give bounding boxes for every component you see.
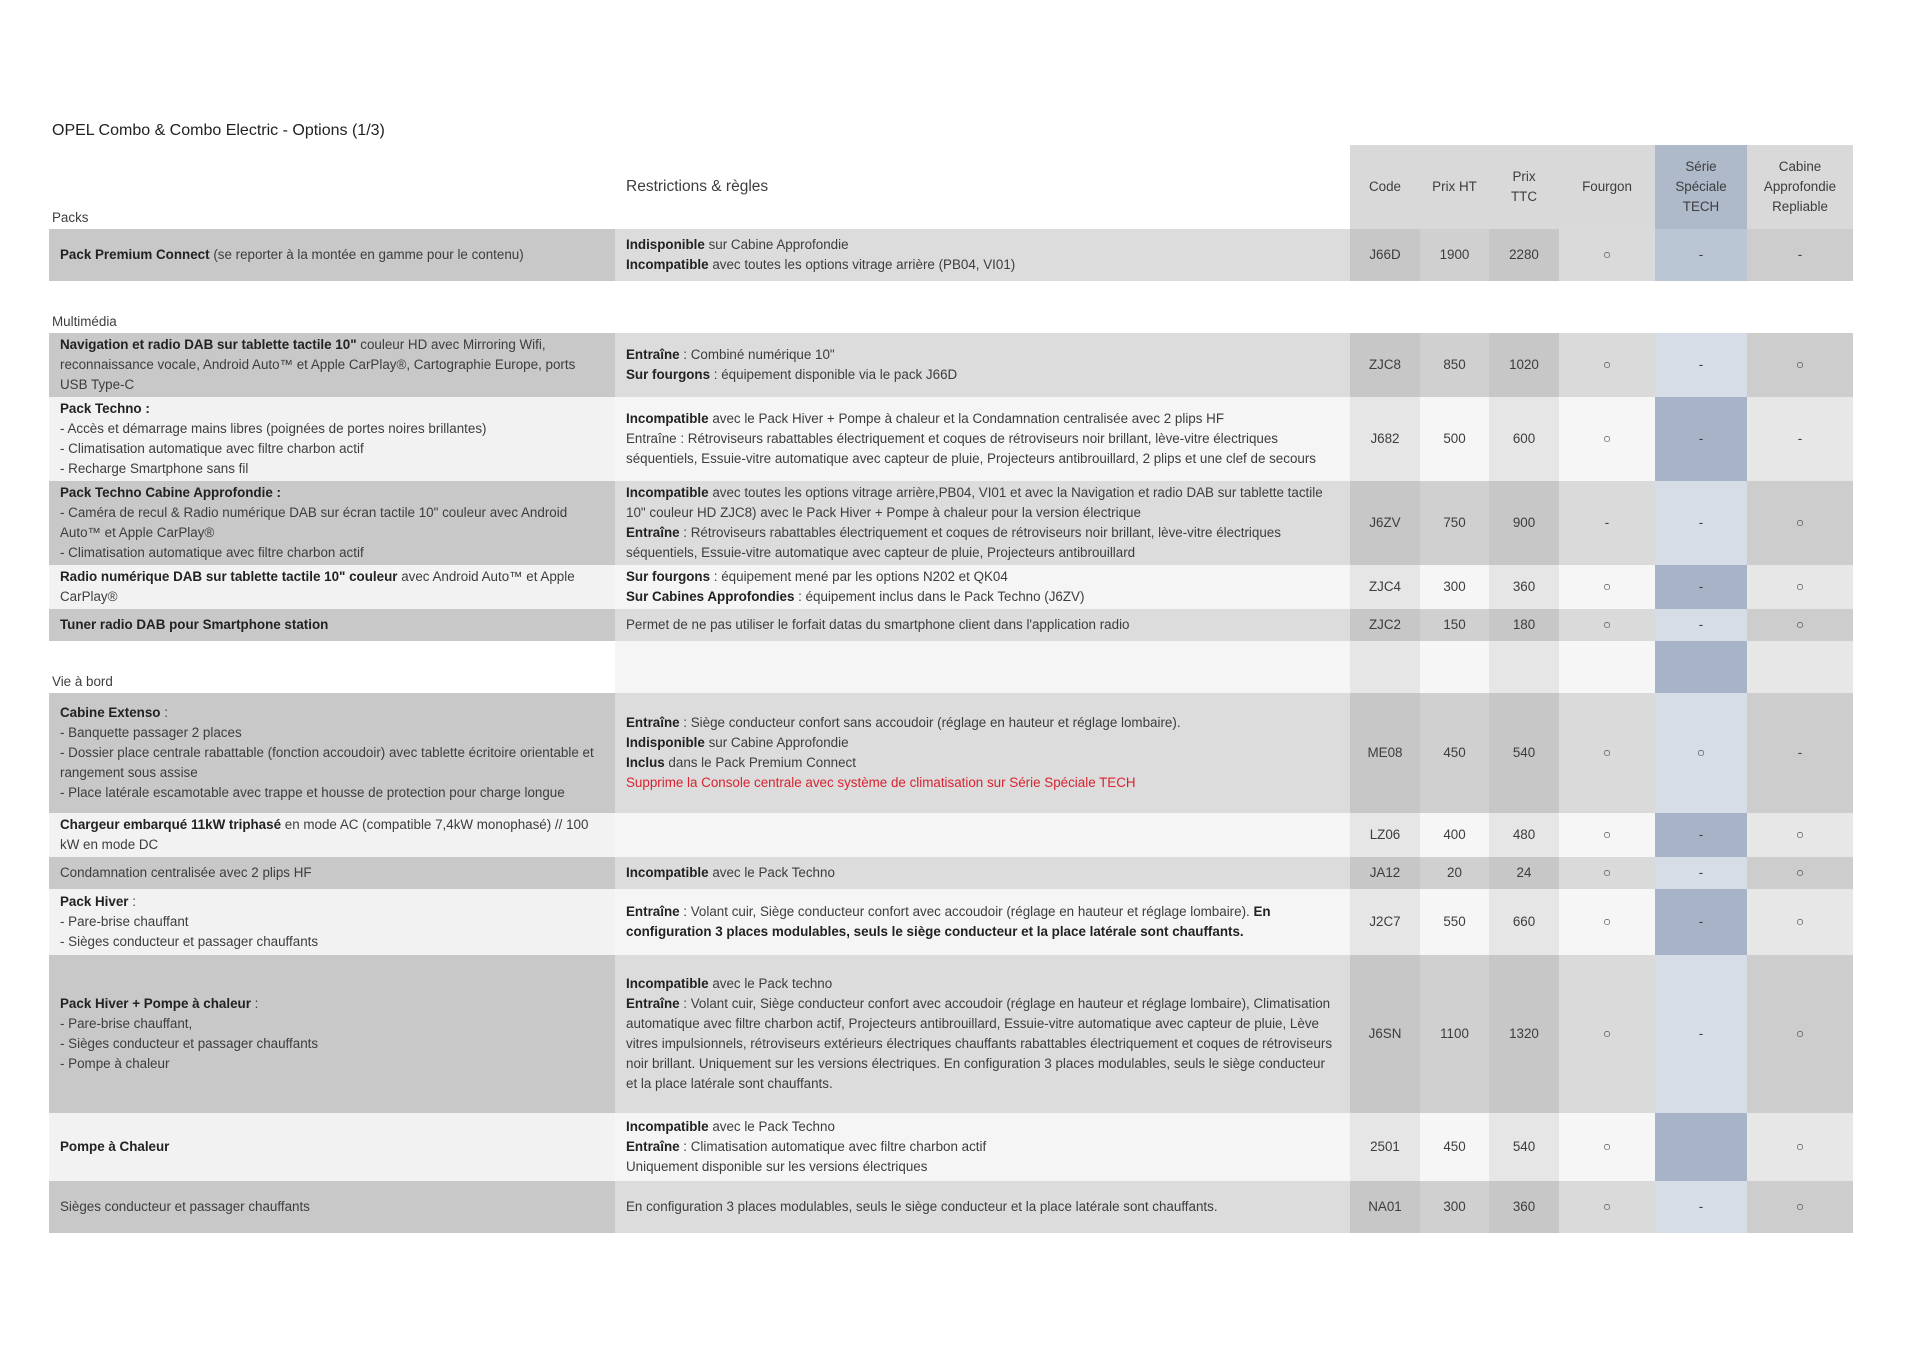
option-prix-ttc: 1020	[1489, 333, 1559, 397]
option-cabine: -	[1747, 229, 1853, 281]
option-code: 2501	[1350, 1113, 1420, 1181]
option-restrictions: Entraîne : Siège conducteur confort sans accoudoir (réglage en hauteur et réglage lombaire). Indisponible sur Cabine Approfondie Inclus dans le Pack Premium Connect Supprime la Console centrale avec système de climatisation sur Série Spéciale TECH	[615, 693, 1350, 813]
option-name: Radio numérique DAB sur tablette tactile 10" couleur avec Android Auto™ et Apple CarPlay®	[49, 565, 615, 609]
option-cabine: -	[1747, 397, 1853, 481]
section-vie-a-bord: Vie à bord	[52, 674, 113, 689]
table-row	[49, 397, 1853, 481]
option-code: ZJC8	[1350, 333, 1420, 397]
option-prix-ht: 450	[1420, 1113, 1489, 1181]
option-prix-ttc: 660	[1489, 889, 1559, 955]
option-prix-ht: 1900	[1420, 229, 1489, 281]
option-fourgon: -	[1559, 481, 1655, 565]
option-prix-ttc: 1320	[1489, 955, 1559, 1113]
section-multimedia: Multimédia	[52, 314, 117, 329]
option-fourgon: ○	[1559, 857, 1655, 889]
option-fourgon: ○	[1559, 333, 1655, 397]
page-title: OPEL Combo & Combo Electric - Options (1/3)	[52, 122, 385, 139]
option-prix-ttc: 900	[1489, 481, 1559, 565]
option-cabine: ○	[1747, 609, 1853, 641]
option-fourgon: ○	[1559, 955, 1655, 1113]
option-tech: -	[1655, 1181, 1747, 1233]
option-name: Pack Hiver : - Pare-brise chauffant - Sièges conducteur et passager chauffants	[49, 889, 615, 955]
option-name: Chargeur embarqué 11kW triphasé en mode AC (compatible 7,4kW monophasé) // 100 kW en mode DC	[49, 813, 615, 857]
option-prix-ht: 450	[1420, 693, 1489, 813]
option-prix-ht: 300	[1420, 1181, 1489, 1233]
option-name: Condamnation centralisée avec 2 plips HF	[49, 857, 615, 889]
option-tech: -	[1655, 813, 1747, 857]
option-restrictions: Entraîne : Combiné numérique 10" Sur fourgons : équipement disponible via le pack J66D	[615, 333, 1350, 397]
option-prix-ht: 550	[1420, 889, 1489, 955]
option-code: ZJC4	[1350, 565, 1420, 609]
table-row	[49, 889, 1853, 955]
option-name: Tuner radio DAB pour Smartphone station	[49, 609, 615, 641]
table-row	[49, 481, 1853, 565]
table-row	[49, 333, 1853, 397]
option-name: Pack Hiver + Pompe à chaleur : - Pare-brise chauffant, - Sièges conducteur et passager chauffants - Pompe à chaleur	[49, 955, 615, 1113]
option-fourgon: ○	[1559, 889, 1655, 955]
option-cabine: ○	[1747, 565, 1853, 609]
option-cabine: ○	[1747, 333, 1853, 397]
option-restrictions: Incompatible avec le Pack Techno	[615, 857, 1350, 889]
option-cabine: ○	[1747, 813, 1853, 857]
option-restrictions: Incompatible avec toutes les options vitrage arrière,PB04, VI01 et avec la Navigation et radio DAB sur tablette tactile 10" couleur HD ZJC8) avec le Pack Hiver + Pompe à chaleur pour la version électrique Entraîne : Rétroviseurs rabattables électriquement et coques de rétroviseurs noir brillant, lève-vitre électriques séquentiels, Essuie-vitre automatique avec capteur de pluie, Projecteurs antibrouillard	[615, 481, 1350, 565]
option-code: ZJC2	[1350, 609, 1420, 641]
option-fourgon: ○	[1559, 813, 1655, 857]
header-serie-speciale-tech: Série Spéciale TECH	[1655, 145, 1747, 229]
option-restrictions: Entraîne : Volant cuir, Siège conducteur confort avec accoudoir (réglage en hauteur et réglage lombaire). En configuration 3 places modulables, seuls le siège conducteur et la place latérale sont chauffants.	[615, 889, 1350, 955]
option-tech	[1655, 1113, 1747, 1181]
option-prix-ttc: 360	[1489, 565, 1559, 609]
option-name: Pack Techno : - Accès et démarrage mains libres (poignées de portes noires brillantes) - Climatisation automatique avec filtre charbon actif - Recharge Smartphone sans fil	[49, 397, 615, 481]
option-fourgon: ○	[1559, 693, 1655, 813]
option-code: J2C7	[1350, 889, 1420, 955]
option-code: J6ZV	[1350, 481, 1420, 565]
option-prix-ht: 500	[1420, 397, 1489, 481]
options-table	[49, 145, 1853, 1233]
option-prix-ht: 20	[1420, 857, 1489, 889]
option-restrictions: Incompatible avec le Pack Techno Entraîne : Climatisation automatique avec filtre charbon actif Uniquement disponible sur les versions électriques	[615, 1113, 1350, 1181]
option-name: Pompe à Chaleur	[49, 1113, 615, 1181]
table-row	[49, 1113, 1853, 1181]
header-prix-ttc: Prix TTC	[1489, 145, 1559, 229]
option-code: NA01	[1350, 1181, 1420, 1233]
option-fourgon: ○	[1559, 565, 1655, 609]
option-code: JA12	[1350, 857, 1420, 889]
option-restrictions: Sur fourgons : équipement mené par les options N202 et QK04 Sur Cabines Approfondies : équipement inclus dans le Pack Techno (J6ZV)	[615, 565, 1350, 609]
option-tech: -	[1655, 229, 1747, 281]
option-cabine: -	[1747, 693, 1853, 813]
option-tech: -	[1655, 857, 1747, 889]
option-restrictions: En configuration 3 places modulables, seuls le siège conducteur et la place latérale sont chauffants.	[615, 1181, 1350, 1233]
option-prix-ht: 850	[1420, 333, 1489, 397]
option-tech: -	[1655, 333, 1747, 397]
option-prix-ttc: 600	[1489, 397, 1559, 481]
option-prix-ht: 400	[1420, 813, 1489, 857]
header-fourgon: Fourgon	[1559, 145, 1655, 229]
option-prix-ttc: 24	[1489, 857, 1559, 889]
table-row	[49, 857, 1853, 889]
table-row	[49, 229, 1853, 281]
option-cabine: ○	[1747, 889, 1853, 955]
option-restrictions: Incompatible avec le Pack techno Entraîne : Volant cuir, Siège conducteur confort avec accoudoir (réglage en hauteur et réglage lombaire), Climatisation automatique avec filtre charbon actif, Projecteurs antibrouillard, Essuie-vitre automatique avec capteur de pluie, Lève vitres impulsionnels, rétroviseurs extérieurs électriques chauffants rabattables électriquement et coques de rétroviseurs noir brillant. Uniquement sur les versions électriques. En configuration 3 places modulables, seuls le siège conducteur et la place latérale sont chauffants.	[615, 955, 1350, 1113]
section-packs: Packs	[52, 210, 89, 225]
option-code: LZ06	[1350, 813, 1420, 857]
option-prix-ttc: 180	[1489, 609, 1559, 641]
header-prix-ht: Prix HT	[1420, 145, 1489, 229]
option-name: Navigation et radio DAB sur tablette tactile 10" couleur HD avec Mirroring Wifi, reconnaissance vocale, Android Auto™ et Apple CarPlay®, Cartographie Europe, ports USB Type-C	[49, 333, 615, 397]
option-tech: -	[1655, 565, 1747, 609]
header-cabine-approfondie: Cabine Approfondie Repliable	[1747, 145, 1853, 229]
option-cabine: ○	[1747, 481, 1853, 565]
option-name: Cabine Extenso : - Banquette passager 2 places - Dossier place centrale rabattable (fonction accoudoir) avec tablette écritoire orientable et rangement sous assise - Place latérale escamotable avec trappe et housse de protection pour charge longue	[49, 693, 615, 813]
option-fourgon: ○	[1559, 609, 1655, 641]
option-fourgon: ○	[1559, 1181, 1655, 1233]
option-prix-ttc: 540	[1489, 693, 1559, 813]
option-code: ME08	[1350, 693, 1420, 813]
table-row	[49, 1181, 1853, 1233]
option-tech: -	[1655, 955, 1747, 1113]
option-prix-ttc: 2280	[1489, 229, 1559, 281]
option-tech: -	[1655, 397, 1747, 481]
option-fourgon: ○	[1559, 397, 1655, 481]
option-restrictions: Incompatible avec le Pack Hiver + Pompe à chaleur et la Condamnation centralisée avec 2 plips HF Entraîne : Rétroviseurs rabattables électriquement et coques de rétroviseurs noir brillant, lève-vitre électriques séquentiels, Essuie-vitre automatique avec capteur de pluie, Projecteurs antibrouillard, 2 plips et une clef de secours	[615, 397, 1350, 481]
section-row	[49, 281, 1853, 333]
table-row	[49, 609, 1853, 641]
section-row	[49, 641, 1853, 693]
header-code: Code	[1350, 145, 1420, 229]
table-row	[49, 565, 1853, 609]
option-prix-ht: 300	[1420, 565, 1489, 609]
option-tech: -	[1655, 889, 1747, 955]
option-code: J682	[1350, 397, 1420, 481]
option-name: Pack Premium Connect (se reporter à la montée en gamme pour le contenu)	[49, 229, 615, 281]
option-prix-ht: 150	[1420, 609, 1489, 641]
option-fourgon: ○	[1559, 229, 1655, 281]
table-row	[49, 813, 1853, 857]
option-restrictions: Indisponible sur Cabine Approfondie Incompatible avec toutes les options vitrage arrière (PB04, VI01)	[615, 229, 1350, 281]
option-prix-ttc: 540	[1489, 1113, 1559, 1181]
table-row	[49, 955, 1853, 1113]
option-name: Sièges conducteur et passager chauffants	[49, 1181, 615, 1233]
option-tech: ○	[1655, 693, 1747, 813]
option-code: J6SN	[1350, 955, 1420, 1113]
option-tech: -	[1655, 481, 1747, 565]
option-prix-ht: 750	[1420, 481, 1489, 565]
option-cabine: ○	[1747, 1181, 1853, 1233]
table-row	[49, 693, 1853, 813]
option-prix-ht: 1100	[1420, 955, 1489, 1113]
option-restrictions: Permet de ne pas utiliser le forfait datas du smartphone client dans l'application radio	[615, 609, 1350, 641]
option-cabine: ○	[1747, 1113, 1853, 1181]
option-name: Pack Techno Cabine Approfondie : - Caméra de recul & Radio numérique DAB sur écran tactile 10" couleur avec Android Auto™ et Apple CarPlay® - Climatisation automatique avec filtre charbon actif	[49, 481, 615, 565]
option-prix-ttc: 360	[1489, 1181, 1559, 1233]
option-cabine: ○	[1747, 955, 1853, 1113]
option-cabine: ○	[1747, 857, 1853, 889]
option-code: J66D	[1350, 229, 1420, 281]
option-restrictions	[615, 813, 1350, 857]
header-row	[49, 145, 1853, 229]
option-fourgon: ○	[1559, 1113, 1655, 1181]
header-restrictions: Restrictions & règles	[626, 178, 769, 195]
option-tech: -	[1655, 609, 1747, 641]
option-prix-ttc: 480	[1489, 813, 1559, 857]
